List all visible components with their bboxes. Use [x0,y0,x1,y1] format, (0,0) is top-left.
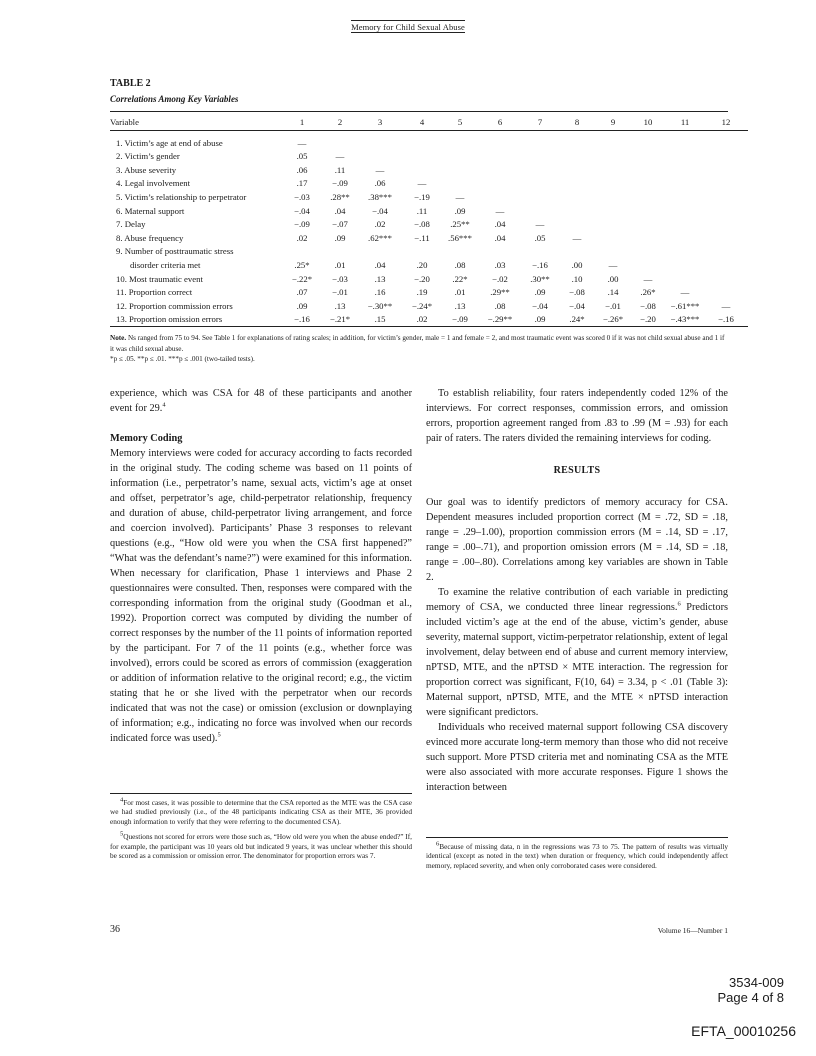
table-cell [558,216,596,230]
table-cell [558,161,596,175]
table-cell: .09 [454,205,466,216]
table-cell [596,161,630,175]
table-cell: −.20 [414,273,430,284]
table-cell [666,229,704,243]
table-cell: −.02 [492,273,508,284]
table-cell: −.09 [442,311,478,327]
table-cell: .03 [494,259,506,270]
page-of: Page 4 of 8 [717,990,784,1005]
table-cell [558,243,596,257]
row-label: disorder criteria met [130,259,201,270]
table-row [110,131,748,148]
table-cell [522,131,558,148]
table-cell: .08 [494,300,506,311]
footnote-ref-4[interactable]: 4 [162,401,166,409]
table-cell: .14 [607,287,619,298]
bates-number: EFTA_00010256 [691,1023,796,1039]
table-cell: — [375,164,385,175]
table-cell [666,148,704,162]
table-cell [522,148,558,162]
table-cell: .06 [374,178,386,189]
table-cell [704,175,748,189]
table-cell [704,229,748,243]
table-cell [442,175,478,189]
row-label: 8. Abuse frequency [116,232,184,243]
table-cell: −.07 [332,219,348,230]
table-row [110,161,748,175]
table-cell: −.04 [294,205,310,216]
table-cell [442,161,478,175]
table-cell [402,243,442,257]
table-cell [322,243,358,257]
table-cell [442,148,478,162]
table-cell: .13 [334,300,346,311]
column-header-4: 4 [402,114,442,131]
table-cell [522,202,558,216]
table-cell [522,175,558,189]
paragraph-goal: Our goal was to identify predictors of memory accuracy for CSA. Dependent measures included proportion correct (M = .72, SD = .18, range = .29–1.00), proportion commission errors (M = .14, SD = .17, range = .00–.71), and proportion omission errors (M = .14, SD = .18, range = .00–.80). Correlations among key variables are shown in Table 2. [426,497,728,583]
table-cell [596,188,630,202]
table-cell [666,202,704,216]
right-column [426,386,728,795]
table-cell: .09 [534,287,546,298]
table-cell: .38*** [368,191,392,202]
table-cell [402,148,442,162]
table-cell: .19 [416,287,428,298]
table-cell [666,188,704,202]
table-cell [596,175,630,189]
table-cell: −.08 [640,300,656,311]
table-cell [442,131,478,148]
table-cell: −.08 [569,287,585,298]
footnote-rule-right [426,837,728,838]
table-cell: .13 [454,300,466,311]
table-cell [358,148,402,162]
table-cell [666,270,704,284]
column-header-3: 3 [358,114,402,131]
table-row [110,297,748,311]
table-cell: −.09 [294,219,310,230]
table-cell: .16 [374,287,386,298]
document-id: 3534-009 [729,975,784,990]
table-cell: .13 [374,273,386,284]
table-cell: .15 [358,311,402,327]
table-cell: .11 [334,164,346,175]
table-cell [558,148,596,162]
row-label: 9. Number of posttraumatic stress [116,246,234,257]
table-cell: — [495,205,505,216]
table-cell: .10 [571,273,583,284]
footnote-4: $^4$For most cases, it was possible to determine that the CSA reported as the MTE was the CSA case we had studied previously (i.e., of the 48 participants indicating CSA as their MTE, 36 provided enough information to verify that they were referring to the documented CSA). [110,796,412,826]
table-cell [666,256,704,270]
column-header-11: 11 [666,114,704,131]
table-row [110,284,748,298]
table-cell: .28** [330,191,350,202]
table-cell: .09 [522,311,558,327]
table-cell: .04 [494,232,506,243]
table-cell [666,131,704,148]
table-header-row [110,114,748,131]
table-cell: .62*** [368,232,392,243]
table-cell [666,175,704,189]
table-cell: .05 [296,151,308,162]
left-column [110,386,412,746]
table-cell [402,131,442,148]
table-cell [442,243,478,257]
table-cell: −.01 [605,300,621,311]
table-cell [596,243,630,257]
table-title: Correlations Among Key Variables [110,94,239,104]
row-label: 6. Maternal support [116,205,185,216]
row-label: 3. Abuse severity [116,164,177,175]
table-cell [704,188,748,202]
table-cell: — [643,273,653,284]
table-cell [704,243,748,257]
footnote-ref-5[interactable]: 5 [217,731,221,739]
table-cell [596,131,630,148]
table-cell: .24* [558,311,596,327]
table-cell [558,131,596,148]
heading-results: RESULTS [553,465,601,476]
table-cell [630,229,666,243]
table-cell: .22* [452,273,468,284]
table-cell [478,243,522,257]
table-cell [704,256,748,270]
footnote-ref-6[interactable]: 6 [677,600,681,608]
table-cell: −.04 [569,300,585,311]
column-header-variable: Variable [110,114,282,131]
paragraph-memory-coding: Memory interviews were coded for accuracy according to facts recorded in the original study. The coding scheme was based on 11 points of information (i.e., perpetrator’s name, sexual acts, victim’s age at onset and offset, perpetrator’s age, child-perpetrator relationship, frequency and duration of abuse, child-perpetrator living arrangement, and force and coercion involved). Participants’ Phase 3 responses to relevant questions (e.g., “How old were you when the CSA first happened?” “What was the defendant’s name?”) were examined for this information. When necessary for clarification, Phase 1 interviews and Phase 2 questionnaires were consulted. Then, responses were compared with the corresponding information from the original study (Goodman et al., 1992). Proportion correct was computed by dividing the number of correct responses by the number of the 11 points of information reported by the participant. For 7 of the 11 points (e.g., whether force was involved), errors could be scored as errors of commission (exaggeration or addition of information relative to the original record; e.g., the victim stating that he or she lived with the perpetrator when our records indicated that was not the case) or omission (exclusion or downplaying of information; e.g., indicating no force was involved when our records indicated force was used).$^5$ [110,448,412,744]
column-header-2: 2 [322,114,358,131]
table-top-rule [110,111,728,112]
table-cell [322,131,358,148]
table-cell: −.01 [332,287,348,298]
table-cell [630,188,666,202]
table-cell: .09 [334,232,346,243]
table-cell [478,175,522,189]
table-cell: — [417,178,427,189]
table-cell: .11 [416,205,428,216]
paragraph-reliability: To establish reliability, four raters independently coded 12% of the interviews. For correct responses, commission errors, and omission errors, proportion agreement ranged from .83 to .99 (M = .93) for each pair of raters. The raters divided the remaining interviews for coding. [426,388,728,444]
table-cell [522,188,558,202]
table-cell: — [535,219,545,230]
table-row [110,270,748,284]
table-cell: .56*** [448,232,472,243]
table-row [110,243,748,257]
table-cell [596,202,630,216]
running-head [0,22,816,32]
table-cell [704,131,748,148]
table-cell: −.20 [630,311,666,327]
table-cell: — [455,191,465,202]
table-cell: −.16 [532,259,548,270]
document-stamp [600,975,784,1005]
table-row [110,148,748,162]
table-cell: −.29** [478,311,522,327]
table-cell [630,148,666,162]
column-header-6: 6 [478,114,522,131]
table-row [110,229,748,243]
note-text: Ns ranged from 75 to 94. See Table 1 for explanations of rating scales; in addition, for victim’s gender, male = 1 and female = 2, and most traumatic event was scored 0 if it was not child sexual abuse and 1 if it was child sexual abuse. [110,334,725,353]
table-cell: .02 [296,232,308,243]
table-cell: .06 [296,164,308,175]
table-cell: .26* [640,287,656,298]
table-cell: −.03 [294,191,310,202]
table-cell: — [721,300,731,311]
footnotes-right [426,842,728,870]
table-cell [596,216,630,230]
table-cell [630,256,666,270]
column-header-12: 12 [704,114,748,131]
table-label: TABLE 2 [110,78,151,89]
table-cell [358,243,402,257]
volume-number: Volume 16—Number 1 [657,926,728,935]
table-cell [704,202,748,216]
table-cell: .00 [607,273,619,284]
table-cell: −.21* [322,311,358,327]
page-number: 36 [110,924,120,935]
table-cell: −.03 [332,273,348,284]
table-cell [704,161,748,175]
table-row [110,311,748,327]
table-cell: .05 [534,232,546,243]
table-cell [666,243,704,257]
table-cell [630,161,666,175]
table-cell: — [680,287,690,298]
table-row [110,256,748,270]
table-cell [704,148,748,162]
table-cell: .25** [450,219,470,230]
table-cell: .04 [494,219,506,230]
row-label: 4. Legal involvement [116,178,191,189]
column-header-7: 7 [522,114,558,131]
table-cell: −.30** [367,300,393,311]
table-cell [478,148,522,162]
row-label: 7. Delay [116,219,146,230]
column-header-5: 5 [442,114,478,131]
table-notes [110,333,728,365]
column-header-10: 10 [630,114,666,131]
table-cell: −.11 [414,232,430,243]
column-header-1: 1 [282,114,322,131]
table-cell [630,175,666,189]
table-cell: .01 [334,259,346,270]
footnote-5: $^5$Questions not scored for errors were those such as, “How old were you when the abuse ended?” If, for example, the participant was 10 years old but indicated 9 years, it was unclear whether this should be scored as a commission or omission error. The denominator for proportion errors was 7. [110,830,412,861]
row-label: 12. Proportion commission errors [116,300,233,311]
table-cell [596,148,630,162]
table-cell [282,243,322,257]
table-row [110,188,748,202]
table-cell: — [572,232,582,243]
footnote-rule-left [110,793,412,794]
note-label: Note. [110,334,127,342]
table-cell [558,202,596,216]
table-cell: .08 [454,259,466,270]
table-cell: .17 [296,178,308,189]
correlation-table [110,114,748,327]
table-cell: .04 [374,259,386,270]
row-label: 11. Proportion correct [116,287,193,298]
table-cell [558,188,596,202]
row-label: 13. Proportion omission errors [110,311,282,327]
table-cell [358,131,402,148]
table-cell: −.08 [414,219,430,230]
table-cell [704,270,748,284]
heading-memory-coding: Memory Coding [110,433,183,444]
table-cell [478,161,522,175]
table-cell: .25* [294,259,310,270]
table-cell: .02 [402,311,442,327]
table-row [110,216,748,230]
table-cell: −.04 [372,205,388,216]
table-cell: .09 [296,300,308,311]
table-cell [522,243,558,257]
table-cell: .00 [571,259,583,270]
table-cell [630,216,666,230]
table-cell: −.04 [532,300,548,311]
table-cell: .20 [416,259,428,270]
table-cell: −.09 [332,178,348,189]
table-cell: .02 [374,219,386,230]
footnote-6: $^6$Because of missing data, n in the regressions was 73 to 75. The pattern of results was virtually identical (except as noted in the text) when duration or frequency, which could independently affect memory, replaced severity, and when only corroborated cases were considered. [426,840,728,870]
table-cell: −.19 [414,191,430,202]
table-cell [666,216,704,230]
table-cell: — [335,151,345,162]
paragraph-individuals: Individuals who received maternal support following CSA discovery evinced more accurate long-term memory than those who did not receive such support. More PTSD criteria met and nominating CSA as the MTE were also associated with more accurate responses. Figure 1 shows the interaction between [426,722,728,793]
table-cell [666,161,704,175]
running-head-text: Memory for Child Sexual Abuse [351,22,465,32]
row-label: 5. Victim’s relationship to perpetrator [116,191,247,202]
table-cell: −.61*** [670,300,700,311]
table-cell [402,161,442,175]
table-cell: −.43*** [666,311,704,327]
table-cell: — [297,137,307,148]
table-cell: .04 [334,205,346,216]
table-cell: −.16 [704,311,748,327]
significance-note: *p ≤ .05. **p ≤ .01. ***p ≤ .001 (two-tailed tests). [110,355,255,364]
table-row [110,175,748,189]
table-cell [630,131,666,148]
table-cell: .01 [454,287,466,298]
table-cell: −.24* [411,300,433,311]
table-cell: — [608,259,618,270]
table-cell: .07 [296,287,308,298]
row-label: 10. Most traumatic event [116,273,203,284]
table-cell [630,202,666,216]
table-cell [704,216,748,230]
table-cell [478,188,522,202]
column-header-9: 9 [596,114,630,131]
footnotes-left [110,798,412,860]
table-note [110,333,728,354]
table-cell: −.22* [291,273,313,284]
table-cell [558,175,596,189]
table-cell [522,161,558,175]
paragraph-intro: experience, which was CSA for 48 of these participants and another event for 29.$^4$ [110,388,412,414]
table-cell [704,284,748,298]
table-cell [630,243,666,257]
column-header-8: 8 [558,114,596,131]
table-cell: −.16 [282,311,322,327]
table-cell: .30** [530,273,550,284]
table-cell: .29** [490,287,510,298]
paragraph-regressions: To examine the relative contribution of each variable in predicting memory of CSA, we conducted three linear regressions.$^6$ Predictors included victim’s age at the end of the abuse, victim’s gender, abuse severity, maternal support, victim-perpetrator relationship, extent of legal involvement, delay between end of abuse and current memory interview, nPTSD, MTE, and the nPTSD × MTE interaction. The regression for proportion correct was significant, F(10, 64) = 3.34, p < .01 (Table 3): Maternal support, nPTSD, MTE, and the MTE × nPTSD interaction were significant predictors. [426,587,729,718]
row-label: 2. Victim’s gender [116,151,180,162]
row-label: 1. Victim’s age at end of abuse [116,137,223,148]
table-cell [478,131,522,148]
table-cell: −.26* [596,311,630,327]
table-row [110,202,748,216]
table-cell [596,229,630,243]
